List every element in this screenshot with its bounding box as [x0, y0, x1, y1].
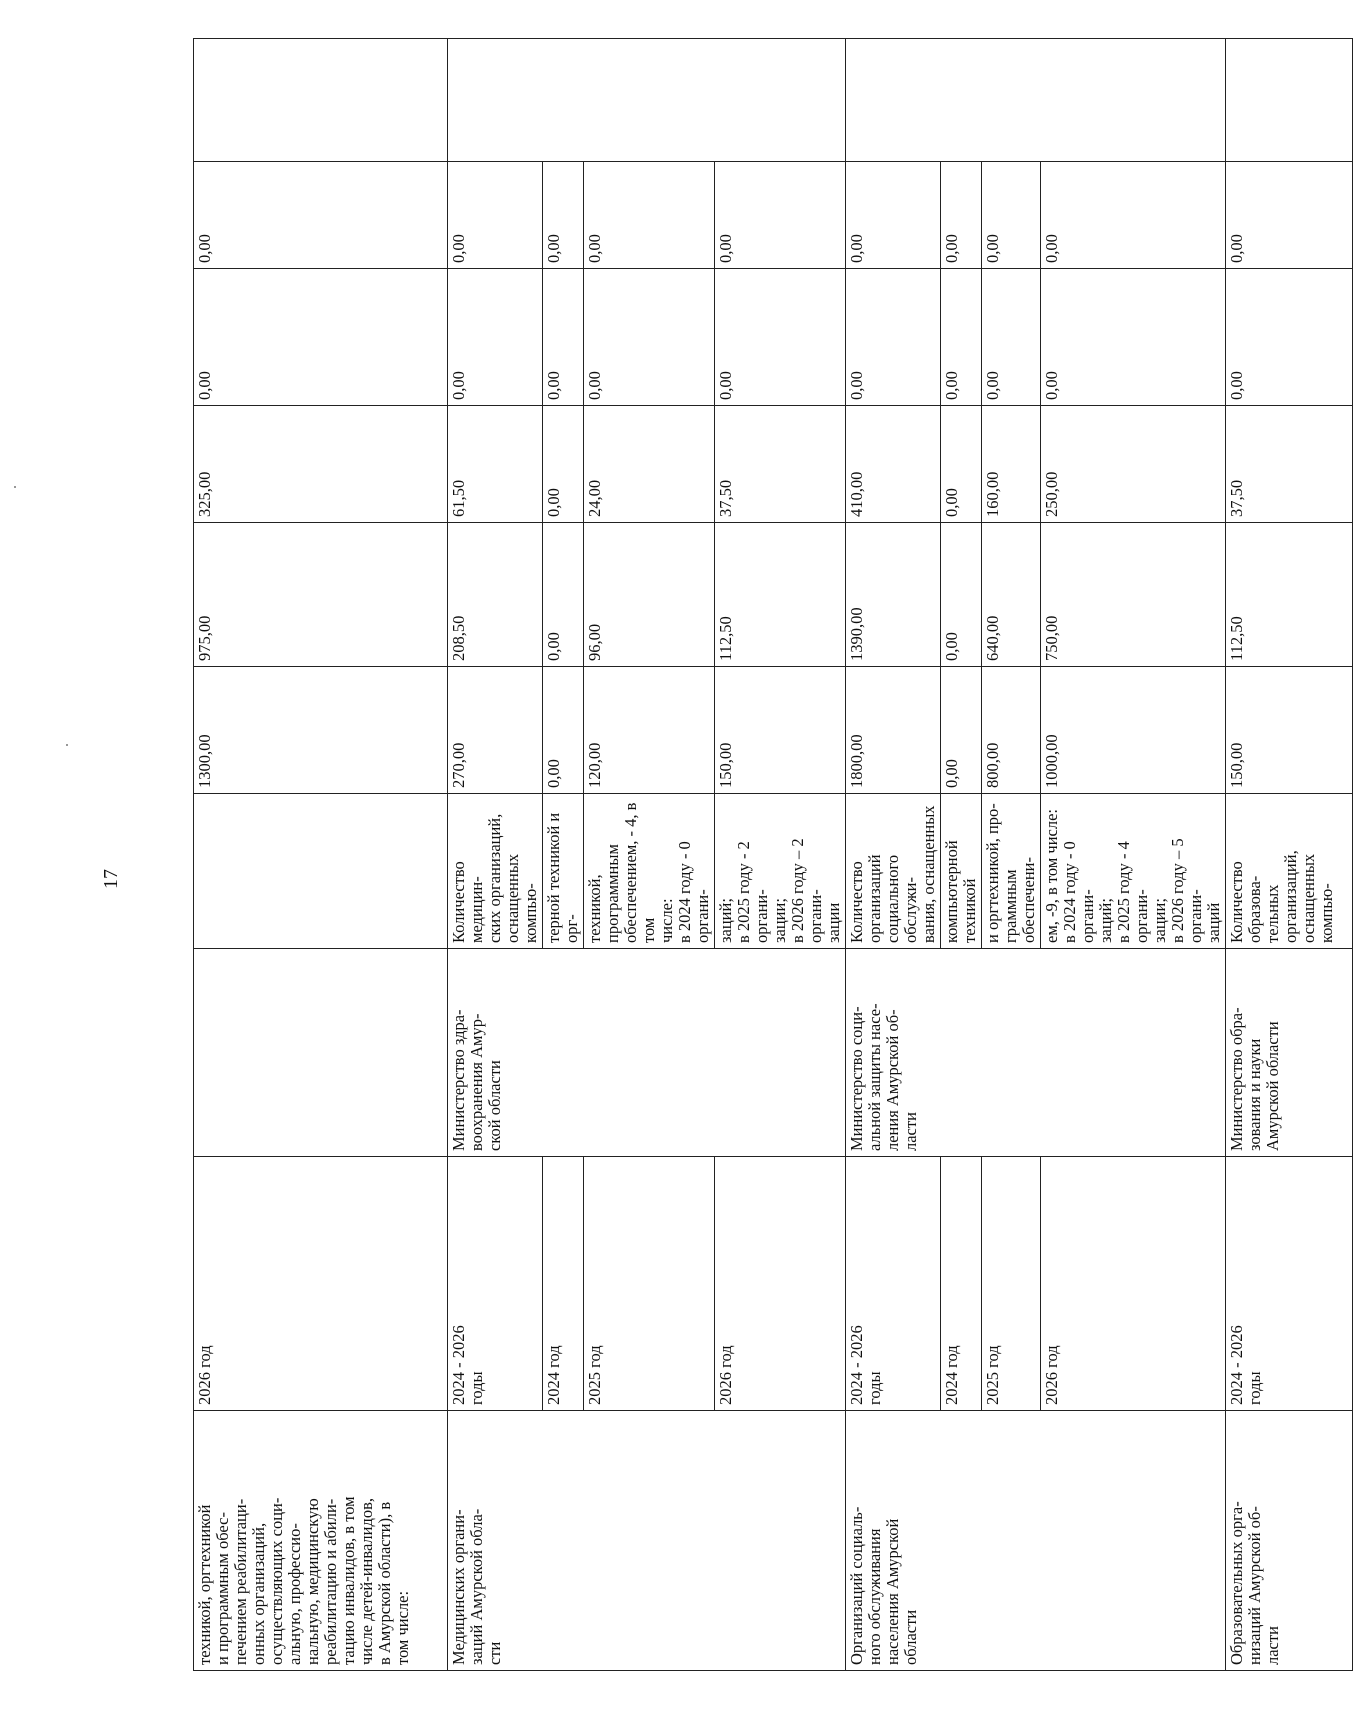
other-cell: 0,00 — [1226, 162, 1353, 269]
federal-cell: 640,00 — [982, 523, 1041, 667]
period-cell: 2026 год — [1041, 1157, 1226, 1411]
table-row — [846, 39, 941, 1671]
other-cell: 0,00 — [941, 162, 982, 269]
federal-cell: 975,00 — [194, 523, 448, 667]
executor-cell: Министерство соци- альной защиты насе- ления Амурской об- ласти — [846, 949, 1226, 1157]
local-cell: 0,00 — [1041, 269, 1226, 406]
local-cell: 0,00 — [715, 269, 846, 406]
regional-cell: 37,50 — [715, 406, 846, 523]
other-cell: 0,00 — [448, 162, 543, 269]
regional-cell: 37,50 — [1226, 406, 1353, 523]
program-funding-table — [193, 38, 1353, 1671]
other-cell: 0,00 — [1041, 162, 1226, 269]
period-cell: 2025 год — [982, 1157, 1041, 1411]
indicator-cell — [194, 794, 448, 949]
scan-speck — [14, 486, 16, 488]
object-cell: техникой, оргтехникой и программным обес- печением реабилитаци- онных организаций, осуществляющих соци- альную, профессио- нальную, медицинскую реабилитацию и абили- тацию инвалидов, в том числе детей-инвалидов, в Амурской области), в том числе: — [194, 1411, 448, 1671]
other-cell: 0,00 — [982, 162, 1041, 269]
total-cell: 800,00 — [982, 667, 1041, 794]
indicator-cell: ем, -9, в том числе: в 2024 году - 0 органи- заций; в 2025 году - 4 органи- зации; в 2026 году – 5 органи- заций — [1041, 794, 1226, 949]
local-cell: 0,00 — [941, 269, 982, 406]
empty-cell — [846, 39, 1226, 162]
regional-cell: 325,00 — [194, 406, 448, 523]
indicator-cell: Количество организаций социального обслужи- вания, оснащенных — [846, 794, 941, 949]
period-cell: 2024 - 2026 годы — [1226, 1157, 1353, 1411]
local-cell: 0,00 — [584, 269, 715, 406]
total-cell: 150,00 — [715, 667, 846, 794]
regional-cell: 160,00 — [982, 406, 1041, 523]
period-cell: 2024 - 2026 годы — [846, 1157, 941, 1411]
scan-speck — [66, 744, 68, 746]
total-cell: 1000,00 — [1041, 667, 1226, 794]
indicator-cell: Количество медицин- ских организаций, оснащенных компью- — [448, 794, 543, 949]
rotated-table-sheet — [193, 39, 1336, 1671]
page-number: 17 — [100, 869, 122, 889]
total-cell: 0,00 — [543, 667, 584, 794]
other-cell: 0,00 — [543, 162, 584, 269]
indicator-cell: компьютерной техникой — [941, 794, 982, 949]
object-cell: Образовательных орга- низаций Амурской об- ласти — [1226, 1411, 1353, 1671]
table-row — [448, 39, 543, 1671]
executor-cell — [194, 949, 448, 1157]
period-cell: 2025 год — [584, 1157, 715, 1411]
regional-cell: 250,00 — [1041, 406, 1226, 523]
table-row — [194, 39, 448, 1671]
empty-cell — [448, 39, 846, 162]
object-cell: Организаций социаль- ного обслуживания населения Амурской области — [846, 1411, 1226, 1671]
indicator-cell: терной техникой и орг- — [543, 794, 584, 949]
local-cell: 0,00 — [194, 269, 448, 406]
federal-cell: 112,50 — [715, 523, 846, 667]
regional-cell: 0,00 — [543, 406, 584, 523]
regional-cell: 410,00 — [846, 406, 941, 523]
total-cell: 1300,00 — [194, 667, 448, 794]
indicator-cell: заций; в 2025 году - 2 органи- зации; в 2026 году – 2 органи- зации — [715, 794, 846, 949]
local-cell: 0,00 — [543, 269, 584, 406]
indicator-cell: техникой, программным обеспечением, - 4, в том числе: в 2024 году - 0 органи- — [584, 794, 715, 949]
total-cell: 0,00 — [941, 667, 982, 794]
object-cell: Медицинских органи- заций Амурской обла- сти — [448, 1411, 846, 1671]
indicator-cell: Количество образова- тельных организаций, оснащенных компью- — [1226, 794, 1353, 949]
other-cell: 0,00 — [715, 162, 846, 269]
period-cell: 2026 год — [715, 1157, 846, 1411]
executor-cell: Министерство здра- воохранения Амур- ской области — [448, 949, 846, 1157]
federal-cell: 750,00 — [1041, 523, 1226, 667]
local-cell: 0,00 — [846, 269, 941, 406]
other-cell: 0,00 — [584, 162, 715, 269]
period-cell: 2024 год — [543, 1157, 584, 1411]
federal-cell: 96,00 — [584, 523, 715, 667]
period-cell: 2024 - 2026 годы — [448, 1157, 543, 1411]
regional-cell: 61,50 — [448, 406, 543, 523]
federal-cell: 112,50 — [1226, 523, 1353, 667]
total-cell: 270,00 — [448, 667, 543, 794]
federal-cell: 0,00 — [941, 523, 982, 667]
table-row — [1226, 39, 1353, 1671]
federal-cell: 208,50 — [448, 523, 543, 667]
total-cell: 150,00 — [1226, 667, 1353, 794]
total-cell: 120,00 — [584, 667, 715, 794]
regional-cell: 24,00 — [584, 406, 715, 523]
other-cell: 0,00 — [846, 162, 941, 269]
local-cell: 0,00 — [1226, 269, 1353, 406]
indicator-cell: и оргтехникой, про- граммным обеспечени- — [982, 794, 1041, 949]
period-cell: 2024 год — [941, 1157, 982, 1411]
federal-cell: 0,00 — [543, 523, 584, 667]
local-cell: 0,00 — [448, 269, 543, 406]
period-cell: 2026 год — [194, 1157, 448, 1411]
other-cell: 0,00 — [194, 162, 448, 269]
regional-cell: 0,00 — [941, 406, 982, 523]
empty-cell — [1226, 39, 1353, 162]
empty-cell — [194, 39, 448, 162]
local-cell: 0,00 — [982, 269, 1041, 406]
total-cell: 1800,00 — [846, 667, 941, 794]
federal-cell: 1390,00 — [846, 523, 941, 667]
executor-cell: Министерство обра- зования и науки Амурской области — [1226, 949, 1353, 1157]
